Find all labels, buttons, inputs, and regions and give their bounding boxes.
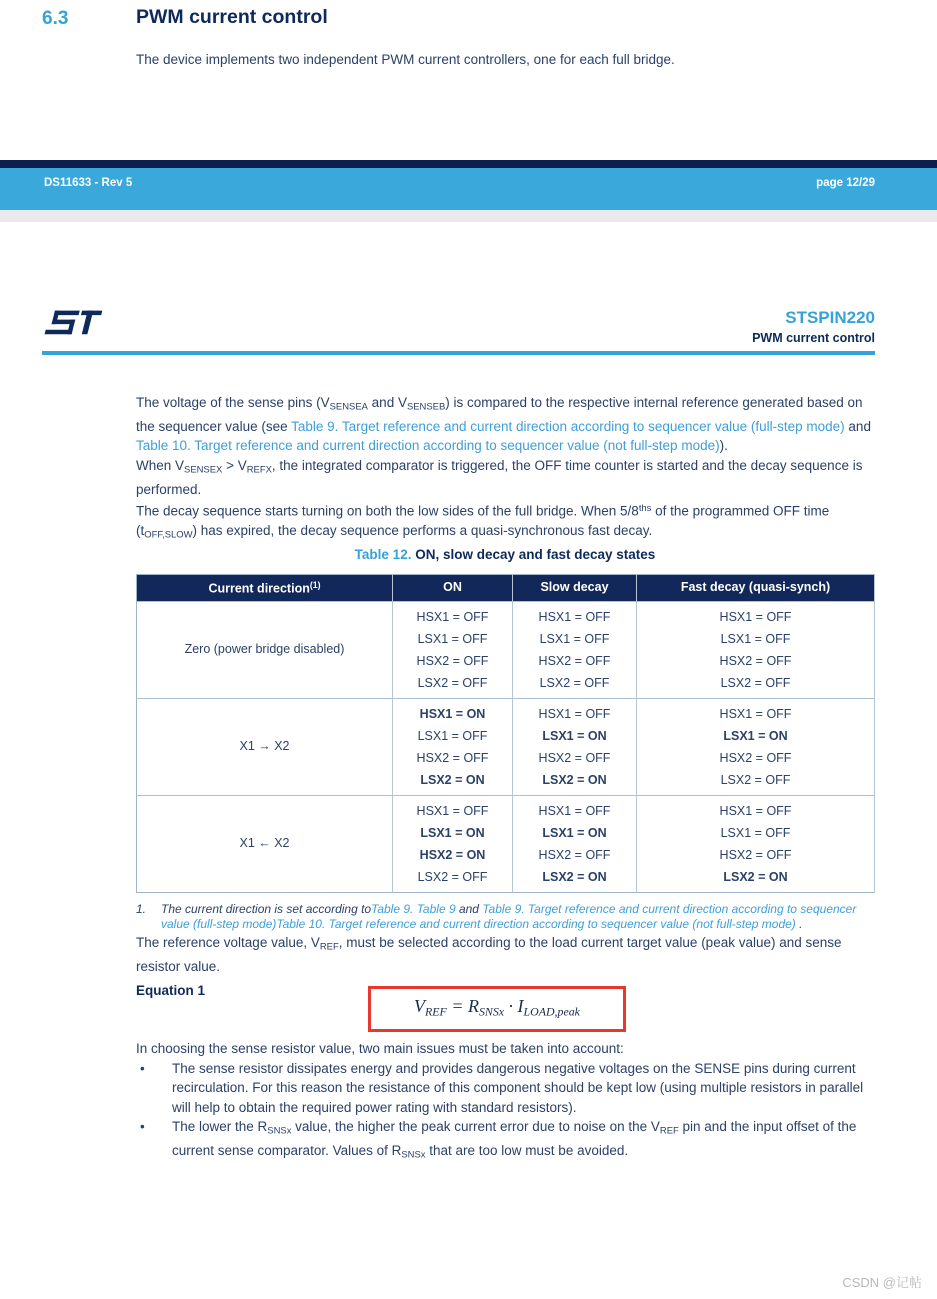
on-states-cell — [393, 795, 513, 892]
text-segment: SENSEA — [329, 401, 368, 413]
switch-state: HSX1 = OFF — [538, 609, 611, 624]
switch-state: HSX2 = OFF — [416, 750, 489, 765]
slow-decay-cell — [513, 698, 637, 795]
bullet-text — [172, 1117, 874, 1165]
text-segment: SENSEB — [406, 401, 446, 413]
header-slow-decay: Slow decay — [513, 574, 637, 601]
switch-state: LSX2 = OFF — [539, 675, 610, 690]
text-segment: REF — [319, 941, 339, 953]
switch-state: HSX2 = ON — [419, 847, 486, 862]
switch-state: LSX1 = ON — [420, 825, 485, 840]
text-segment: V — [414, 995, 426, 1016]
table-row — [137, 698, 875, 795]
text-segment: ) is compared to the respective internal reference generated based on the sequencer value (see — [136, 395, 863, 434]
table-row — [137, 601, 875, 698]
text-segment: OFF,SLOW — [144, 529, 193, 541]
equation-label: Equation 1 — [136, 983, 206, 999]
paragraph-sense-voltage — [136, 393, 874, 456]
text-segment: and — [844, 418, 871, 434]
text-segment: The sense resistor dissipates energy and provides dangerous negative voltages on the SENSE pins during current recirculation. For this reason the resistance of this component should be kept low (using multiple resistors in parallel will help to obtain the required power rating with standard resistors). — [172, 1060, 864, 1115]
paragraph-vref — [136, 933, 874, 976]
text-segment: value, the higher the peak current error due to noise on the V — [291, 1119, 660, 1135]
text-segment: The reference voltage value, V — [136, 934, 320, 950]
text-segment: The voltage of the sense pins (V — [136, 395, 330, 410]
text-segment: SNSx — [401, 1149, 426, 1161]
switch-state: LSX2 = ON — [723, 869, 788, 884]
switch-state: LSX2 = OFF — [417, 869, 488, 884]
text-segment: SNSx — [478, 1004, 505, 1019]
text-segment: R — [467, 995, 479, 1016]
switch-state: LSX2 = ON — [542, 772, 607, 787]
text-segment: (1) — [309, 580, 321, 591]
switch-state: HSX2 = OFF — [719, 847, 792, 862]
doc-link[interactable]: Table 10. Target reference and current direction according to sequencer value (not full-step mode) — [136, 438, 720, 454]
footnote-text — [161, 902, 874, 933]
page-indicator: page 12/29 — [816, 177, 875, 189]
equation-highlight-box — [368, 986, 626, 1032]
on-states-cell — [393, 601, 513, 698]
switch-state: HSX2 = OFF — [719, 750, 792, 765]
text-segment: When V — [136, 457, 185, 473]
text-segment: · — [504, 995, 518, 1016]
switch-state: LSX1 = OFF — [720, 631, 791, 646]
slow-decay-cell — [513, 795, 637, 892]
table-footnote — [136, 902, 874, 933]
switch-state: LSX1 = OFF — [539, 631, 610, 646]
switch-state: LSX2 = OFF — [720, 772, 791, 787]
header-current-direction — [137, 574, 393, 601]
product-name: STSPIN220 — [785, 308, 875, 327]
fast-decay-cell — [637, 601, 875, 698]
switch-state: LSX1 = OFF — [417, 631, 488, 646]
switch-state: LSX2 = OFF — [417, 675, 488, 690]
switch-state: HSX1 = OFF — [416, 609, 489, 624]
direction-cell: X1 → X2 — [137, 698, 393, 795]
paragraph-decay-sequence — [136, 499, 874, 545]
switch-state: LSX2 = ON — [420, 772, 485, 787]
switch-state: HSX1 = OFF — [719, 706, 792, 721]
on-states-cell — [393, 698, 513, 795]
switch-state: HSX1 = OFF — [538, 706, 611, 721]
footnote-number: 1. — [136, 901, 147, 916]
list-item — [136, 1059, 874, 1118]
switch-state: HSX2 = OFF — [538, 653, 611, 668]
previous-page-bottom — [0, 0, 937, 160]
table-header-row — [137, 574, 875, 601]
text-segment: ths — [638, 503, 652, 515]
text-segment: , must be selected according to the load current target value (peak value) and sense resistor value. — [136, 934, 842, 974]
section-number: 6.3 — [42, 8, 69, 29]
direction-cell: X1 ← X2 — [137, 795, 393, 892]
table-number: Table 12. — [354, 547, 412, 563]
bullet-text — [172, 1059, 874, 1118]
text-segment: and V — [367, 395, 407, 410]
switch-state: HSX1 = OFF — [719, 609, 792, 624]
switch-state: HSX2 = OFF — [538, 847, 611, 862]
list-item — [136, 1117, 874, 1165]
bullet-icon: • — [140, 1119, 145, 1135]
switch-state: LSX2 = ON — [542, 869, 607, 884]
table-row — [137, 795, 875, 892]
switch-state: LSX1 = ON — [723, 728, 788, 743]
switch-state: HSX2 = OFF — [538, 750, 611, 765]
table-caption: ON, slow decay and fast decay states — [411, 547, 656, 563]
equation-row — [136, 979, 874, 1039]
decay-states-table — [136, 574, 875, 893]
text-segment: that are too low must be avoided. — [425, 1143, 629, 1159]
text-segment: I — [517, 995, 524, 1016]
doc-link[interactable]: Table 9. Target reference and current direction according to sequencer value (full-step mode)Table 10. Target reference and current direction according to sequencer value (not full-step mode) — [161, 901, 857, 932]
text-segment: SENSEX — [184, 464, 223, 476]
switch-state: LSX1 = ON — [542, 728, 607, 743]
direction-cell: Zero (power bridge disabled) — [137, 601, 393, 698]
section-intro-paragraph: The device implements two independent PWM current controllers, one for each full bridge. — [136, 51, 675, 67]
text-segment: LOAD,peak — [523, 1004, 580, 1019]
text-segment: = — [446, 995, 468, 1016]
switch-state: HSX1 = ON — [419, 706, 486, 721]
doc-link[interactable]: Table 9. Target reference and current direction according to sequencer value (full-step mode) — [291, 418, 845, 434]
text-segment: . — [795, 917, 803, 932]
text-segment: REF — [425, 1004, 447, 1019]
text-segment: ) has expired, the decay sequence performs a quasi-synchronous fast decay. — [192, 523, 653, 539]
fast-decay-cell — [637, 698, 875, 795]
footer-navy-strip — [0, 160, 937, 168]
text-segment: of the programmed OFF time (t — [136, 503, 830, 539]
paragraph-comparator — [136, 456, 874, 499]
footer-bar — [0, 168, 937, 210]
switch-state: LSX1 = ON — [542, 825, 607, 840]
slow-decay-cell — [513, 601, 637, 698]
bullet-icon: • — [140, 1060, 145, 1076]
section-heading: PWM current control — [136, 6, 328, 28]
page-subtitle: PWM current control — [752, 331, 875, 345]
header-rule — [42, 351, 875, 355]
switch-state: LSX2 = OFF — [720, 675, 791, 690]
text-segment: , the integrated comparator is triggered, the OFF time counter is started and the decay sequence is performed. — [136, 457, 863, 497]
table-title — [136, 545, 874, 565]
header-fast-decay: Fast decay (quasi-synch) — [637, 574, 875, 601]
text-segment: REFX — [246, 464, 272, 476]
text-segment: Current direction — [208, 581, 310, 596]
text-segment: pin and the input offset of the current sense comparator. Values of R — [172, 1119, 857, 1159]
doc-reference: DS11633 - Rev 5 — [44, 177, 133, 189]
text-segment: > V — [222, 457, 247, 473]
switch-state: HSX1 = OFF — [538, 803, 611, 818]
text-segment: ). — [719, 438, 728, 454]
equation-formula — [414, 997, 580, 1022]
doc-link[interactable]: Table 9. Table 9 — [371, 901, 456, 916]
switch-state: HSX1 = OFF — [719, 803, 792, 818]
text-segment: The decay sequence starts turning on both the low sides of the full bridge. When 5/8 — [136, 503, 639, 519]
fast-decay-cell — [637, 795, 875, 892]
text-segment: The lower the R — [172, 1119, 268, 1135]
switch-state: HSX1 = OFF — [416, 803, 489, 818]
text-segment: SNSx — [267, 1125, 292, 1137]
switch-state: HSX2 = OFF — [416, 653, 489, 668]
datasheet-main-page — [0, 222, 937, 1299]
page-content — [136, 393, 874, 1165]
bullet-list-intro: In choosing the sense resistor value, two main issues must be taken into account: — [136, 1041, 624, 1057]
text-segment: REF — [659, 1125, 679, 1137]
page-gap — [0, 210, 937, 222]
st-logo — [42, 300, 104, 346]
header-on: ON — [393, 574, 513, 601]
text-segment: The current direction is set according to — [161, 901, 372, 916]
switch-state: LSX1 = OFF — [720, 825, 791, 840]
csdn-watermark: CSDN @记帖 — [842, 1275, 922, 1290]
switch-state: HSX2 = OFF — [719, 653, 792, 668]
switch-state: LSX1 = OFF — [417, 728, 488, 743]
text-segment: and — [455, 901, 483, 916]
